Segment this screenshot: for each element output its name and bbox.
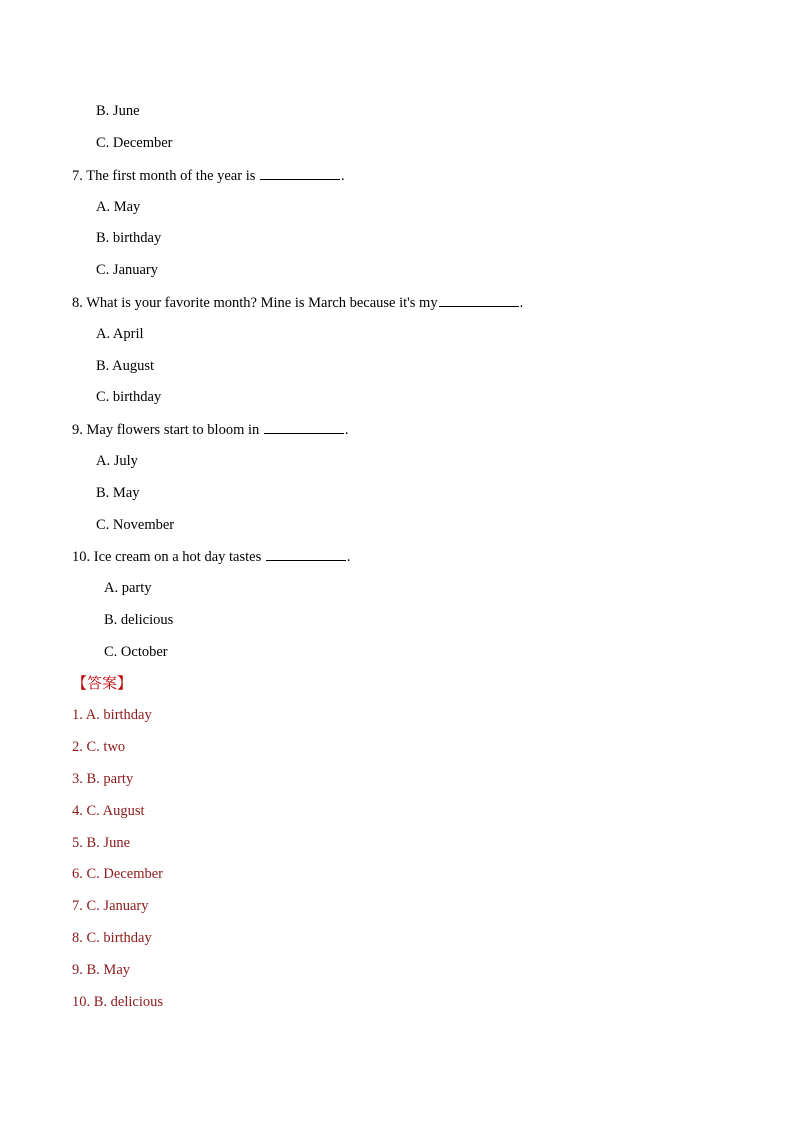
answer-item: 10. B. delicious xyxy=(72,994,164,1010)
option-item: B. June xyxy=(96,103,140,119)
answer-item: 1. A. birthday xyxy=(72,707,152,723)
answer-item: 9. B. May xyxy=(72,962,130,978)
question-text: The first month of the year is xyxy=(86,168,256,184)
question-8 xyxy=(72,292,523,312)
question-number: 7. xyxy=(72,168,83,184)
option-item: C. January xyxy=(96,262,159,278)
answer-blank xyxy=(439,292,519,307)
question-number: 10. xyxy=(72,549,91,565)
answer-section-header: 【答案】 xyxy=(72,674,133,692)
option-item: B. birthday xyxy=(96,230,162,246)
option-item: C. October xyxy=(104,644,168,660)
answer-item: 5. B. June xyxy=(72,835,130,851)
question-end: . xyxy=(519,295,524,311)
option-item: C. December xyxy=(96,135,173,151)
option-item: A. May xyxy=(96,199,141,215)
answer-item: 4. C. August xyxy=(72,803,145,819)
question-text: May flowers start to bloom in xyxy=(86,422,260,438)
answer-blank xyxy=(266,546,346,561)
option-item: B. delicious xyxy=(104,612,174,628)
option-item: A. April xyxy=(96,326,144,342)
option-item: B. May xyxy=(96,485,140,501)
option-item: A. party xyxy=(104,580,152,596)
answer-item: 2. C. two xyxy=(72,739,126,755)
question-7 xyxy=(72,165,345,185)
option-item: C. November xyxy=(96,517,175,533)
question-number: 9. xyxy=(72,422,83,438)
option-item: B. August xyxy=(96,358,155,374)
answer-blank xyxy=(260,165,340,180)
question-end: . xyxy=(341,168,345,184)
question-text: What is your favorite month? Mine is March because it's my xyxy=(86,295,438,311)
answer-item: 7. C. January xyxy=(72,898,149,914)
answer-blank xyxy=(264,419,344,434)
option-item: C. birthday xyxy=(96,389,162,405)
question-text: Ice cream on a hot day tastes xyxy=(93,549,262,565)
answer-item: 3. B. party xyxy=(72,771,134,787)
question-end: . xyxy=(346,549,351,565)
question-9 xyxy=(72,419,349,439)
answer-item: 8. C. birthday xyxy=(72,930,152,946)
question-10 xyxy=(72,546,350,566)
question-end: . xyxy=(344,422,349,438)
option-item: A. July xyxy=(96,453,138,469)
answer-item: 6. C. December xyxy=(72,866,163,882)
question-number: 8. xyxy=(72,295,83,311)
